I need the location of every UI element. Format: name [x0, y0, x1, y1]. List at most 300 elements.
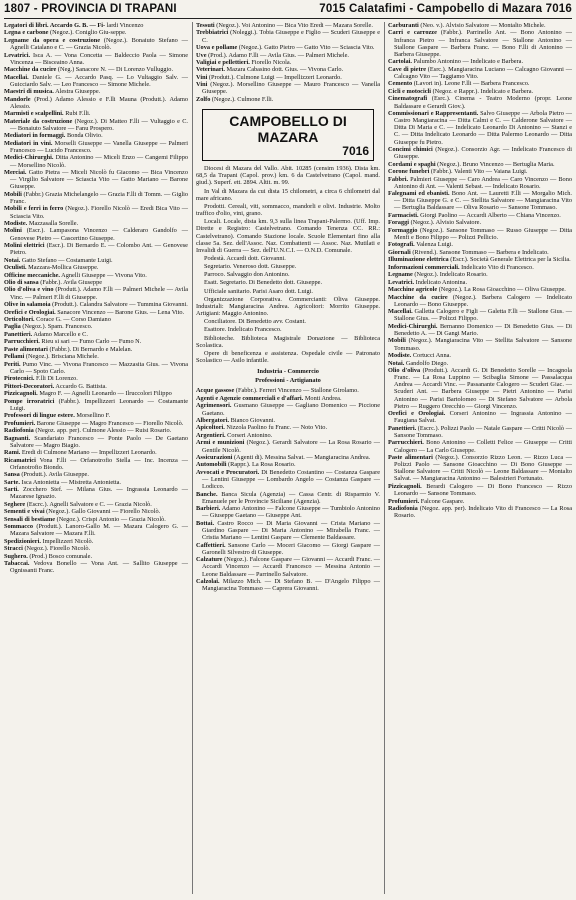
directory-entry	[4, 118, 188, 132]
directory-entry	[196, 59, 380, 66]
entry-text: Berardi Calogero — Di Bono Francesco — Rizzo Leonardo — Sansone Tommaso.	[394, 482, 572, 498]
entry-heading: Avvocati e Procuratori.	[196, 468, 260, 476]
entry-text: F.lli Di Lorenzo.	[34, 375, 78, 383]
directory-entry	[4, 435, 188, 449]
entry-text: Barone Giuseppe — Magro Francesco — Fiorello Nicolò.	[35, 419, 184, 427]
entry-text: Adamo Antonino — Falcone Giuseppe — Tumbiolo Antonino — Giuseppe Gaetano — Giuseppe Ant.	[202, 505, 380, 520]
directory-entry	[4, 257, 188, 264]
directory-entry	[388, 279, 572, 286]
entry-heading: Orefici e Orologiai.	[388, 410, 446, 418]
directory-entry	[196, 66, 380, 73]
directory-entry	[4, 264, 188, 271]
entry-text: (Produtt.). Culmone Luigi — Impellizzeri Leonardo.	[207, 73, 342, 81]
town-intro-paragraph: Segretario. Veneroso dott. Giuseppe.	[204, 263, 297, 271]
directory-entry	[4, 383, 188, 390]
entry-heading: Legatori di libri. Accardo G. B. — Fi-	[4, 22, 106, 29]
directory-entry	[196, 432, 380, 439]
entry-heading: Orefici e Orologiai.	[4, 308, 56, 316]
entry-text: Morsellino F.	[74, 412, 111, 420]
entry-heading: Armi e munizioni	[196, 439, 245, 447]
entry-heading: Merciai.	[4, 168, 27, 176]
entry-text: Palumbo Antonino — Indelicato e Barbera.	[411, 58, 524, 66]
entry-text: Corseri Antonino — Ingrassia Antonino — Faugiana Salvat.	[394, 410, 572, 425]
entry-text: (Neg.) Sanacore N. — Di Lorenzo Vulluggio.	[56, 66, 174, 74]
column-divider	[192, 22, 193, 894]
directory-entry	[4, 88, 188, 95]
directory-entry	[388, 241, 572, 248]
entry-text: Isca Antonietta — Mistretta Antonietta.	[19, 478, 122, 486]
entry-heading: Mandorle	[4, 95, 31, 103]
directory-entry	[388, 454, 572, 483]
town-intro-paragraph: Diocesi di Mazara del Vallo. Abit. 10285 (censim 1936). Dista km. 68,5 da Trapani (Capol. prov.) km. 6 da Castelvetrano (Capol. mand. giud.). Superf. ett. 2894. Altit. m. 99.	[196, 165, 380, 187]
directory-entry	[196, 22, 380, 29]
entry-heading: Radiofonia	[388, 505, 418, 512]
header-left: 1807 - PROVINCIA DI TRAPANI	[4, 3, 177, 15]
entry-text: Zocchero Stef. — Milana Gius. — Ingrassia Leonardo — Mazarese Ignazio.	[10, 486, 188, 501]
entry-text: (Negoz.). Spam. Francesco.	[20, 323, 93, 331]
directory-entry	[388, 360, 572, 367]
directory-entry	[388, 337, 572, 351]
entry-text: (Negoz.). Culmone F.lli.	[210, 95, 274, 103]
entry-heading: Fotografi.	[388, 241, 415, 249]
town-code: 7016	[342, 144, 369, 159]
directory-entry	[196, 417, 380, 424]
entry-heading: Carri e carrozze	[388, 29, 437, 37]
directory-entry	[388, 410, 572, 424]
entry-text: (Rappr.). La Rosa Rosario.	[226, 461, 296, 469]
directory-entry	[4, 346, 188, 353]
town-intro-paragraph: Esatt. Segretario. Di Benedetto dott. Giuseppe.	[204, 279, 323, 287]
town-intro-paragraph: Locali. Locale, dista km. 9,3 sulla linea Trapani-Palermo. (Uff. Imp. Dirette e Registro: Castelvetrano. Comando Tenenza CC. RR.: Castelvetrano). Comando Stazione locale. Scuole Elementari fino alla classe 5a. Sez. dell'Assoc. Naz. Combattenti — Assoc. Naz. Mutilati e Invalidi di Guerra — Sez. dell'U.N.C.I. — O.N.D. Comunale.	[196, 218, 380, 254]
directory-entry	[388, 264, 572, 271]
entry-text: (Negoz.). Indelicato Rosario.	[412, 271, 488, 279]
directory-entry	[388, 439, 572, 453]
town-intro-paragraph: In Val di Mazara da cui dista 15 chilometri, a circa 6 chilometri dal mare africano.	[196, 187, 380, 202]
directory-entry	[388, 505, 572, 519]
entry-text: Ditta Antonino — Miceli Enzo — Cangemi Filippo — Morsellino Nicolò.	[10, 154, 188, 169]
directory-entry	[4, 169, 188, 190]
entry-heading: Paste alimentari	[4, 345, 48, 353]
directory-entry	[4, 553, 188, 560]
header-right: 7015 Calatafimi - Campobello di Mazara 7016	[319, 3, 572, 15]
directory-entry	[4, 390, 188, 397]
entry-heading: Cordami e spaghi	[388, 160, 436, 168]
directory-entry	[4, 154, 188, 168]
directory-entry	[388, 168, 572, 175]
entry-heading: Calzature	[196, 556, 223, 564]
entry-heading: Pellami	[4, 353, 25, 361]
entry-heading: Legname	[388, 271, 413, 279]
directory-entry	[388, 352, 572, 359]
entry-heading: Seghere	[4, 500, 26, 508]
entry-heading: Cemento	[388, 80, 413, 88]
directory-entry	[4, 279, 188, 286]
directory-entry	[4, 516, 188, 523]
entry-text: (Negoz.). Di Matteo F.lli — Vultaggio e C. — Bonaiuto Salvatore — Fanu Prospero.	[10, 117, 188, 132]
directory-entry	[196, 556, 380, 577]
entry-text: (Negoz.). Brisciana Michele.	[24, 353, 99, 361]
entry-text: (Fabbr.). Di Bernardo e Malelan.	[47, 345, 133, 353]
entry-heading: Agrimensori.	[196, 402, 232, 410]
directory-entry	[196, 439, 380, 453]
directory-entry	[388, 95, 572, 109]
entry-text: Sansone Carlo — Moceri Giacomo — Giorgi Gaspare — Garonelli Silvestro di Giuseppe.	[202, 541, 380, 556]
entry-text: Sanacore Vincenzo — Barone Gius. — Lena Vito.	[55, 308, 185, 316]
entry-heading: Mobili	[4, 190, 22, 198]
directory-entry	[4, 96, 188, 110]
entry-heading: Sarti.	[4, 486, 19, 494]
entry-text: (Negoz. app. per). Indelicato Vito di Francesco — La Rosa Rosario.	[394, 505, 572, 520]
directory-entry	[4, 486, 188, 500]
directory-entry	[4, 52, 188, 66]
entry-heading: Sensali di bestiame	[4, 515, 56, 523]
directory-entry	[4, 523, 188, 537]
entry-text: (Negoz.). Fiorello Nicolò.	[22, 545, 91, 553]
directory-entry	[4, 301, 188, 308]
directory-entry	[196, 578, 380, 592]
directory-entry	[388, 483, 572, 497]
entry-heading: Notai.	[388, 359, 405, 367]
entry-text: (Negoz.). Morsellino Giuseppe — Mauro Francesco — Vanella Giuseppe.	[202, 81, 380, 96]
entry-heading: Cartolai.	[388, 58, 412, 66]
directory-entry	[388, 161, 572, 168]
entry-heading: Giornali	[388, 248, 411, 256]
entry-text: Morselli Giuseppe — Vanella Giuseppe — Palmeri Francesco — Lucido Francesco.	[10, 139, 188, 154]
directory-entry	[4, 29, 188, 36]
entry-text: Vona F.lli — Orfanotrofio Stella — Inc. Incenza — Orfanotrofio Biondo.	[10, 456, 188, 471]
entry-heading: Sughero.	[4, 552, 28, 560]
entry-text: (Negoz.). Coniglio Giu-seppe.	[48, 29, 127, 37]
entry-text: Agnelli Giuseppe — Vivona Vito.	[59, 271, 147, 279]
entry-text: (Esrc.). Mangiaracina Luciano — Calcagno Giovanni — Calcagno Vito — Taggiamo Vito.	[394, 65, 572, 80]
entry-text: lardi Vincenzo	[105, 22, 144, 29]
entry-text: (Negoz.). Gerardi Salvatore — La Rosa Rosario — Gentile Nicolò.	[202, 439, 380, 454]
entry-heading: Medici-Chirurghi.	[388, 322, 438, 330]
directory-entry	[4, 316, 188, 323]
entry-text: Cortucci Anna.	[411, 352, 451, 360]
directory-entry	[4, 132, 188, 139]
entry-text: Daniele G. — Accardo Pasq. — Lo Vultaggio Salv. — Guicciardo Salv. — Leo Francesco — Simone Michele.	[10, 73, 188, 88]
entry-text: (Fabbr.). Parrinello Ant. — Bono Antonino — Infranca Pietro — Infranca Salvatore — Stallone Antonino — Stallone Gaspare — Barbera Franc. — Bono F.lli di Antonino — Barbera Giuseppe.	[394, 29, 572, 58]
town-intro-paragraph: Podestà. Accardi dott. Giovanni.	[204, 254, 286, 262]
town-intro	[196, 165, 380, 364]
section-title: Industria - Commercio	[257, 368, 319, 376]
entry-heading: Concimi chimici	[388, 146, 433, 154]
entry-heading: Sarte.	[4, 478, 20, 486]
directory-entry	[388, 88, 572, 95]
entry-heading: Cinematografi	[388, 95, 428, 103]
directory-entry	[388, 323, 572, 337]
entry-text: Pumo Vinc. — Vivona Francesco — Mazzasita Gius. — Vivona Carlo — Spoto Carlo.	[10, 360, 188, 375]
entry-text: (Negoz.). Alvisio Salvatore.	[409, 219, 482, 227]
directory-entry	[388, 367, 572, 410]
entry-heading: Argentieri.	[196, 431, 226, 439]
entry-heading: Vini	[196, 81, 208, 89]
entry-heading: Profumieri.	[388, 497, 420, 505]
entry-text: Mazara Cabasino dott. Gius. — Vivona Carlo.	[224, 66, 344, 74]
entry-heading: Materiale da costruzione	[4, 117, 73, 125]
entry-heading: Macchine agricole	[388, 286, 438, 294]
directory-entry	[388, 498, 572, 505]
entry-heading: Pompe irroratrici	[4, 397, 55, 405]
entry-heading: Periti.	[4, 360, 21, 368]
header-rule	[4, 18, 572, 19]
town-intro-paragraph: Parroco. Salvaggio don Antonino.	[204, 271, 290, 279]
entry-text: Gatto Pietra — Miceli Nicolò fu Giacomo — Bica Vincenzo — Virgilio Salvatore — Sciascia Vito — Gatto Mariano — Barone Giuseppe.	[10, 168, 188, 191]
directory-entry	[196, 469, 380, 490]
entry-text: Gandolfo Diego.	[404, 359, 449, 367]
directory-entry	[4, 205, 188, 219]
entry-text: Magro F. — Agnelli Leonardo — Ilruccolori Filippo	[37, 390, 172, 398]
entry-heading: Radiofonia	[4, 427, 34, 435]
entry-heading: Mobili e ferri in ferro	[4, 205, 64, 213]
entry-heading: Levatrici.	[4, 51, 31, 59]
entry-heading: Apicoltori.	[196, 424, 225, 432]
entry-heading: Acque gassose	[196, 387, 235, 395]
directory-entry	[388, 227, 572, 241]
directory-entry	[388, 271, 572, 278]
entry-text: (Produtt.). Accardi G. Di Benedetto Sorelle — Incagnola Franc. — La Rosa Luppino — Scibaglia Simone — Passalacqua Andrea — Accardi Vinc. — Passanante Calogero — Scuderi Giac. — Scuderi Ant. — Barbera Giuseppe — Pietri Antonino — Parisi Antonino — Parisi Bartolomeo — Di Stefano Salvatore — Arbola Pietro — Ruggero Orecchio — Giorgi Vincenzo.	[394, 366, 572, 410]
directory-entry	[4, 471, 188, 478]
directory-entry	[196, 402, 380, 416]
entry-heading: Medici-Chirurghi.	[4, 154, 54, 162]
town-intro-paragraph: Biblioteche. Biblioteca Magistrale Donazione — Biblioteca Scolastica.	[196, 334, 380, 349]
entry-heading: Professori di lingue estere.	[4, 412, 75, 420]
entry-heading: Pizzicagnoli.	[4, 390, 38, 398]
directory-entry	[4, 427, 188, 434]
entry-heading: Veterinari.	[196, 66, 225, 74]
entry-text: Bonda Olivio.	[65, 132, 103, 140]
entry-heading: Banche.	[196, 490, 218, 498]
entry-text: Alestra Giuseppe.	[53, 88, 101, 96]
entry-heading: Trebbiatrici	[196, 29, 229, 37]
directory-entry	[4, 375, 188, 382]
directory-entry	[388, 286, 572, 293]
entry-text: Eredi di Culmone Mariano — Impellizzeri Leonardo.	[20, 449, 157, 457]
directory-entry	[196, 542, 380, 556]
entry-text: (Prod.) Adamo Alessio e F.lli Mauna (Produtt.). Adamo Alessio.	[10, 95, 188, 110]
directory-entry	[388, 29, 572, 58]
entry-text: (Lavori in). Leone F.lli — Barbera Francesco.	[412, 80, 530, 88]
entry-text: Castro Rocco — Di Maria Giovanni — Crista Mariano — Giardino Gaspare — Di Maria Antonino — Mirabella Franc. — Cristia Mariano — Lentini Gaspare — Clemente Baldassare.	[202, 519, 380, 542]
entry-heading: Sementi e vivai	[4, 508, 45, 516]
entry-heading: Caffettieri.	[196, 541, 226, 549]
entry-text: Scandariato Francesco — Ponte Paolo — De Gaetano Salvatore — Magro Biagio.	[10, 434, 188, 449]
directory-entry	[388, 146, 572, 160]
town-intro-paragraph: Ufficiale sanitario. Parisi Asaro dott. Luigi.	[204, 287, 314, 295]
entry-heading: Vini	[196, 73, 208, 81]
entry-heading: Falegnami ed ebanisti.	[388, 190, 450, 198]
entry-text: (Escrc.). Polizzi Paolo — Natale Gaspare — Critti Nicolò — Sansone Tommaso.	[394, 424, 572, 439]
entry-heading: Olio d'oliva	[388, 366, 421, 374]
directory-entry	[4, 538, 188, 545]
entry-heading: Molini	[4, 227, 22, 235]
entry-text: Rieu si sari — Fumo Carlo — Fumo N.	[39, 338, 142, 346]
entry-heading: Molini elettrici	[4, 242, 45, 250]
directory-entry	[4, 508, 188, 515]
entry-text: (Negoz.). Voi Antonino — Bica Vito Eredi — Mazara Sorelle.	[214, 22, 373, 29]
entry-text: Banca Sicula (Agenzia) — Cassa Centr. di Risparmio V. Emanuele per le Provincie Siciliane (Agenzia).	[202, 490, 380, 505]
entry-heading: Orticoltori.	[4, 315, 35, 323]
entry-heading: Olive in salamoia	[4, 301, 51, 309]
directory-entry	[4, 457, 188, 471]
directory-entry	[196, 454, 380, 461]
entry-text: Nizzola Paolino fu Franc. — Noto Vito.	[224, 424, 328, 432]
entry-text: Milazzo Mich. — Di Stefano B. — D'Angelo Filippo — Mangiaracina Tommaso — Caprera Giovanni.	[202, 577, 380, 593]
entry-text: (Produtt.). Calandra Salvatore — Tummina Giovanni.	[50, 301, 188, 309]
directory-entry	[196, 387, 380, 394]
entry-heading: Uova e pollame	[196, 44, 238, 52]
directory-entry	[196, 520, 380, 541]
entry-text: Adamo Marcello e C.	[32, 330, 88, 338]
entry-heading: Cicli e motocicli	[388, 87, 432, 95]
entry-text: Mazzara-Mollica Giuseppe.	[26, 264, 99, 272]
entry-text: (Negoz.). Barbera Calogero — Indelicato Leonardo — Bono Giuseppe.	[394, 293, 572, 308]
entry-heading: Paste alimentari	[388, 454, 433, 462]
directory-entry	[388, 58, 572, 65]
entry-heading: Illuminazione elettrica	[388, 256, 449, 264]
entry-text: (Fabbr.). Avila Giuseppe	[38, 279, 103, 286]
town-intro-paragraph: Prodotti. Cereali, viti, sommacco, mandorli e olivi. Industrie. Molto traffico d'olio, vini, grano.	[196, 202, 380, 218]
directory-entry	[196, 96, 380, 103]
entry-heading: Legna e carbone	[4, 29, 49, 37]
directory-entry	[388, 80, 572, 87]
entry-heading: Informazioni commerciali.	[388, 263, 460, 271]
entry-text: (Esrc.). Cinema - Teatro Moderno (propr. Leone Baldassare e Gerardi Giov.).	[394, 95, 572, 110]
entry-text: (Negoz.). La Rosa Gioacchino — Oliva Giuseppe.	[437, 286, 566, 294]
entry-text: (Prod.). Adamo F.lli — Avila Gius. — Palmeri Michele.	[206, 51, 349, 59]
directory-entry	[388, 66, 572, 80]
directory-entry	[196, 424, 380, 431]
directory-entry	[4, 220, 188, 227]
town-heading-box	[202, 109, 374, 161]
column-2-entries-after	[196, 387, 380, 592]
entry-text: Accardo G. Battista.	[54, 382, 107, 390]
entry-heading: Ricamatrici	[4, 456, 36, 464]
entry-heading: Tabaccai.	[4, 560, 30, 568]
directory-entry	[196, 491, 380, 505]
entry-text: Bono Ant. — Lauretti F.lli — Morgalio Mich. — Ditta Giuseppe G. e C. — Stellita Salvatore — Mangiaracina Vito — Bertuglia Baldassare — Oliva Rosario — Sansone Tommaso.	[394, 190, 572, 212]
entry-text: (Negoz. app. per). Culmone Alessio — Ruisi Rosario.	[33, 427, 172, 435]
directory-entry	[196, 52, 380, 59]
entry-text: Corseri Antonino.	[225, 431, 273, 439]
directory-entry	[388, 425, 572, 439]
entry-text: Corace G. — Corso Damiano	[34, 315, 111, 323]
entry-heading: Panettieri.	[388, 424, 417, 432]
entry-text: (Negoz.). Consorzio Agr. — Indelicato Francesco di Giuseppe.	[394, 146, 572, 161]
page-header	[4, 3, 572, 19]
entry-heading: Formaggio	[388, 226, 418, 234]
directory-entry	[388, 110, 572, 146]
town-intro-paragraph: Organizzazione Corporativa. Commercianti: Oliva Giuseppe. Industriali: Mangiaracina Andrea. Agricoltori: Morrito Giuseppe. Artigiani: Maggio Antonino.	[196, 295, 380, 318]
directory-entry	[4, 242, 188, 256]
entry-heading: Mobili	[388, 337, 406, 345]
directory-entry	[388, 219, 572, 226]
directory-entry	[4, 191, 188, 205]
entry-heading: Marmisti e scalpellini.	[4, 110, 64, 118]
entry-text: Rubi F.lli.	[63, 110, 91, 118]
entry-heading: Macchine da cucire	[4, 66, 57, 74]
directory-entry	[4, 74, 188, 88]
directory-entry	[4, 37, 188, 51]
entry-text: (Agenti di). Messina Salvat. — Mangiaracina Andrea.	[232, 453, 371, 461]
directory-entry	[4, 66, 188, 73]
entry-text: Giorgi Paolino — Accardi Alberto — Chiana Vincenzo.	[418, 211, 561, 219]
entry-text: (Fabbr.). Impellizzeri Leonardo — Costamante Luigi.	[10, 397, 188, 412]
entry-heading: Bagnanti.	[4, 434, 31, 442]
column-3	[388, 22, 572, 894]
entry-heading: Notai.	[4, 256, 21, 264]
entry-heading: Sansa	[4, 471, 20, 479]
directory-entry	[196, 395, 380, 402]
entry-text: Falcone Gaspare.	[419, 497, 465, 505]
entry-text: (Fabbr.) Grazia Michelangelo — Grazia F.lli di Tomm. — Giglio Franc.	[10, 190, 188, 205]
entry-heading: Valigiai e pellettieri.	[196, 58, 250, 66]
entry-heading: Stracci	[4, 545, 23, 553]
entry-text: (Negoz.). Gatto Pietro — Gatto Vito — Sciascia Vito.	[237, 44, 375, 52]
entry-text: Bono Antonino — Colletti Felice — Giuseppe — Critti Calogero — La Carlo Giuseppe.	[394, 439, 572, 454]
entry-heading: Corone funebri	[388, 168, 430, 176]
entry-text: (Negoz.). Fiorello Nicolò — Eredi Bica Vito — Sciascia Vito.	[10, 205, 188, 220]
entry-heading: Mediatori in formaggi.	[4, 132, 66, 140]
directory-entry	[388, 22, 572, 29]
entry-heading: Cave di pietre	[388, 65, 427, 73]
section-subtitle: Professioni - Artigianato	[255, 377, 321, 385]
entry-heading: Macchine da cucire	[388, 293, 448, 301]
directory-entry	[388, 256, 572, 263]
directory-entry	[4, 227, 188, 241]
directory-entry	[4, 22, 188, 29]
directory-entry	[4, 560, 188, 574]
entry-text: (Noleggi.). Tobia Giuseppe e Figlio — Scuderi Giuseppe e C.	[202, 29, 380, 44]
columns	[4, 22, 572, 894]
entry-text: (Escr.). Società Generale Elettrica per la Sicilia.	[448, 256, 571, 264]
entry-heading: Automobili	[196, 461, 227, 469]
entry-text: (Rivend.). Sansone Tommaso — Barbera e Indelicato.	[410, 248, 549, 256]
entry-heading: Levatrici.	[388, 278, 415, 286]
directory-entry	[4, 361, 188, 375]
entry-text: (Negoz.). Gallo Giovanni — Fiorello Nicolò.	[44, 508, 161, 516]
entry-heading: Carburanti	[388, 22, 419, 29]
directory-entry	[4, 479, 188, 486]
directory-entry	[4, 545, 188, 552]
entry-heading: Panettieri.	[4, 330, 33, 338]
directory-entry	[4, 272, 188, 279]
entry-heading: Agenti e Agenzie commerciali e d'affari.	[196, 394, 304, 402]
entry-text: (Produtt.). Avila Giuseppe.	[19, 471, 89, 479]
town-intro-paragraph: Conciliatore. Di Benedetto avv. Costant.	[204, 318, 306, 326]
entry-heading: Calzolai.	[196, 577, 220, 585]
entry-text: Indelicato Vito di Francesco.	[459, 263, 534, 271]
entry-text: Gusmano Giuseppe — Gagliano Domenico — Piccione Gaetano.	[202, 402, 380, 417]
entry-text: (Negoz.). Bruno Vincenzo — Bertuglia Maria.	[435, 160, 555, 168]
entry-text: Monti Andrea.	[303, 394, 342, 402]
entry-text: (Negoz. e Rappr.). Indelicato e Barbera.	[431, 87, 534, 95]
entry-text: (Produtt.). Lanoro-Gallo M. — Mazara Calogero G. — Mazara Salvatore — Mazara F.lli.	[10, 523, 188, 538]
directory-entry	[4, 323, 188, 330]
entry-heading: Commissionari e Rappresentanti.	[388, 109, 479, 117]
entry-heading: Barbieri.	[196, 505, 221, 513]
entry-heading: Pittori-Decoratori.	[4, 382, 55, 390]
column-1	[4, 22, 188, 894]
entry-text: (Prod.) Bosco comunale.	[27, 552, 93, 560]
entry-heading: Macellai.	[4, 73, 29, 81]
entry-text: Gatto Stefano — Costamante Luigi.	[20, 256, 113, 264]
directory-entry	[388, 249, 572, 256]
entry-text: (Fabbr.). Ferreri Vincenzo — Stallone Girolamo.	[234, 387, 359, 395]
entry-text: (Neo. v.). Alvisio Salvatore — Montalto Michele.	[418, 22, 546, 29]
entry-heading: Sommacco	[4, 523, 34, 531]
